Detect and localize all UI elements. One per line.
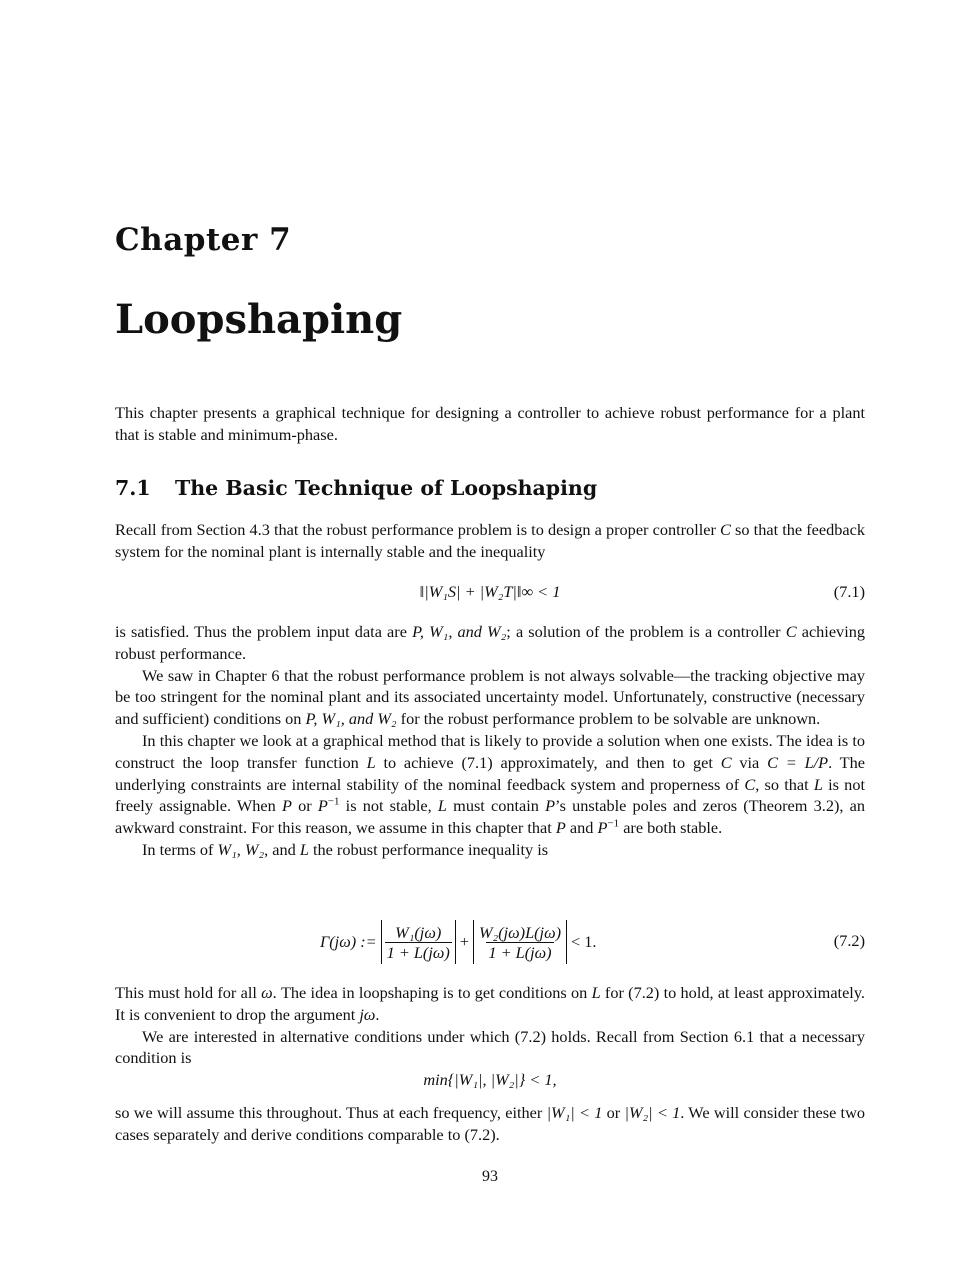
paragraph-5: In terms of W₁, W₂, and L the robust performance inequality is bbox=[142, 839, 549, 859]
equation-min-body: min{|W₁|, |W₂|} < 1, bbox=[423, 1070, 557, 1089]
page-number: 93 bbox=[482, 1168, 498, 1185]
equation-7-2 bbox=[115, 919, 865, 965]
paragraph-6: This must hold for all ω. The idea in loopshaping is to get conditions on L for (7.2) to hold, at least approximately. It is convenient to drop the argument jω. bbox=[115, 983, 865, 1024]
equation-7-2-tag: (7.2) bbox=[833, 931, 865, 950]
equation-min bbox=[115, 1070, 865, 1092]
page bbox=[115, 0, 865, 1267]
paragraph-8-text: so we will assume this throughout. Thus at each frequency, either |W₁| < 1 or |W₂| < 1. We will consider these two cases separately and derive conditions comparable to (7.2). bbox=[115, 1103, 865, 1144]
paragraph-4: In this chapter we look at a graphical method that is likely to provide a solution when one exists. The idea is to construct the loop transfer function L to achieve (7.1) approximately, and then to get C via C = L/P. The underlying constraints are internal stability of the nominal feedback system and properness of C, so that L is not freely assignable. When P or $P^{-1}$ is not stable, L must contain P’s unstable poles and zeros (Theorem 3.2), an awkward constraint. For this reason, we assume in this chapter that P and $P^{-1}$ are both stable. bbox=[115, 730, 866, 838]
intro-text: This chapter presents a graphical technique for designing a controller to achieve robust performance for a plant that is stable and minimum-phase. bbox=[115, 403, 865, 444]
chapter-title: Loopshaping bbox=[115, 296, 403, 343]
paragraph-3: We saw in Chapter 6 that the robust performance problem is not always solvable—the tracking objective may be too stringent for the nominal plant and its associated uncertainty model. Unfortunately, constructive (necessary and sufficient) conditions on P, W₁, and W₂ for the robust performance problem to be solvable are unknown. bbox=[115, 665, 865, 729]
section-number: 7.1 bbox=[115, 476, 151, 500]
paragraph-1-text: Recall from Section 4.3 that the robust performance problem is to design a proper controller C so that the feedback system for the nominal plant is internally stable and the inequality bbox=[115, 520, 865, 561]
chapter-label: Chapter 7 bbox=[115, 222, 292, 258]
body-text-block bbox=[115, 621, 865, 861]
paragraph-7: We are interested in alternative conditions under which (7.2) holds. Recall from Section 6.1 that a necessary condition is bbox=[115, 1026, 865, 1068]
abs-term-2: $\frac{\text{W₂(jω)L(jω)}}{1 + L(j\omega)}$ bbox=[473, 920, 567, 964]
paragraph-2: is satisfied. Thus the problem input data are P, W₁, and W₂; a solution of the problem is a controller C achieving robust performance. bbox=[115, 622, 866, 663]
section-heading bbox=[115, 476, 597, 500]
paragraph-8 bbox=[115, 1102, 865, 1146]
equation-7-1 bbox=[115, 582, 865, 604]
section-title: The Basic Technique of Loopshaping bbox=[175, 476, 598, 500]
equation-7-1-tag: (7.1) bbox=[833, 582, 865, 601]
abs-term-1: $\frac{\text{W₁(jω)}}{1 + L(j\omega)}$ bbox=[381, 920, 456, 964]
body-text-block-2 bbox=[115, 982, 865, 1069]
intro-paragraph bbox=[115, 402, 865, 446]
equation-7-1-body: ‖|W₁S| + |W₂T|‖∞ < 1 bbox=[419, 582, 561, 601]
paragraph-1 bbox=[115, 519, 865, 563]
equation-7-2-body: Γ(jω) := $\frac{\text{W₁(jω)}}{1 + L(j\omega)}$ + $\frac{\text{W₂(jω)L(jω)}}{1 + L(j\omega)}$ < 1. bbox=[320, 919, 596, 965]
